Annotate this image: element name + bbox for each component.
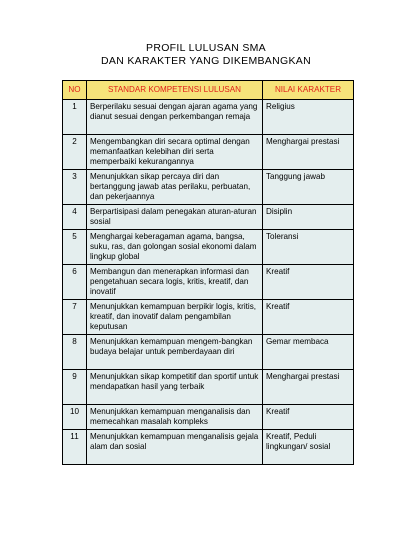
page-subtitle: DAN KARAKTER YANG DIKEMBANGKAN [101, 55, 311, 67]
row-nilai: Gemar membaca [263, 335, 354, 370]
table-row [63, 370, 354, 405]
row-nilai: Kreatif [263, 405, 354, 430]
row-standar: Membangun dan menerapkan informasi dan pengetahuan secara logis, kritis, kreatif, dan inovatif [87, 265, 263, 300]
row-no: 11 [63, 430, 87, 465]
row-no: 4 [63, 205, 87, 230]
row-no: 10 [63, 405, 87, 430]
table-row [63, 430, 354, 465]
row-standar: Menghargai keberagaman agama, bangsa, suku, ras, dan golongan sosial ekonomi dalam lingkup global [87, 230, 263, 265]
row-no: 7 [63, 300, 87, 335]
row-standar: Menunjukkan kemampuan berpikir logis, kritis, kreatif, dan inovatif dalam pengambilan keputusan [87, 300, 263, 335]
row-nilai: Kreatif [263, 265, 354, 300]
row-standar: Berperilaku sesuai dengan ajaran agama yang dianut sesuai dengan perkembangan remaja [87, 100, 263, 135]
row-standar: Berpartisipasi dalam penegakan aturan-aturan sosial [87, 205, 263, 230]
row-standar: Menunjukkan kemampuan menganalisis dan memecahkan masalah kompleks [87, 405, 263, 430]
row-no: 1 [63, 100, 87, 135]
table-row [63, 230, 354, 265]
table-row [63, 135, 354, 170]
competency-table [62, 80, 354, 465]
row-no: 3 [63, 170, 87, 205]
table-row [63, 335, 354, 370]
row-nilai: Tanggung jawab [263, 170, 354, 205]
row-nilai: Menghargai prestasi [263, 370, 354, 405]
table-header-row [63, 81, 354, 100]
table-row [63, 300, 354, 335]
row-nilai: Kreatif, Peduli lingkungan/ sosial [263, 430, 354, 465]
row-nilai: Toleransi [263, 230, 354, 265]
row-standar: Menunjukkan kemampuan menganalisis gejala alam dan sosial [87, 430, 263, 465]
row-no: 5 [63, 230, 87, 265]
row-nilai: Kreatif [263, 300, 354, 335]
table-row [63, 100, 354, 135]
table-row [63, 170, 354, 205]
row-no: 2 [63, 135, 87, 170]
table-row [63, 265, 354, 300]
header-nilai: NILAI KARAKTER [263, 81, 354, 100]
row-no: 6 [63, 265, 87, 300]
header-no: NO [63, 81, 87, 100]
row-no: 8 [63, 335, 87, 370]
row-nilai: Menghargai prestasi [263, 135, 354, 170]
row-standar: Menunjukkan sikap kompetitif dan sportif untuk mendapatkan hasil yang terbaik [87, 370, 263, 405]
table-row [63, 405, 354, 430]
row-no: 9 [63, 370, 87, 405]
header-standar: STANDAR KOMPETENSI LULUSAN [87, 81, 263, 100]
row-standar: Menunjukkan sikap percaya diri dan bertanggung jawab atas perilaku, perbuatan, dan pekerjaannya [87, 170, 263, 205]
page-title: PROFIL LULUSAN SMA [146, 42, 266, 54]
row-nilai: Disiplin [263, 205, 354, 230]
row-standar: Mengembangkan diri secara optimal dengan memanfaatkan kelebihan diri serta memperbaiki kekurangannya [87, 135, 263, 170]
row-standar: Menunjukkan kemampuan mengem-bangkan budaya belajar untuk pemberdayaan diri [87, 335, 263, 370]
table-row [63, 205, 354, 230]
row-nilai: Religius [263, 100, 354, 135]
